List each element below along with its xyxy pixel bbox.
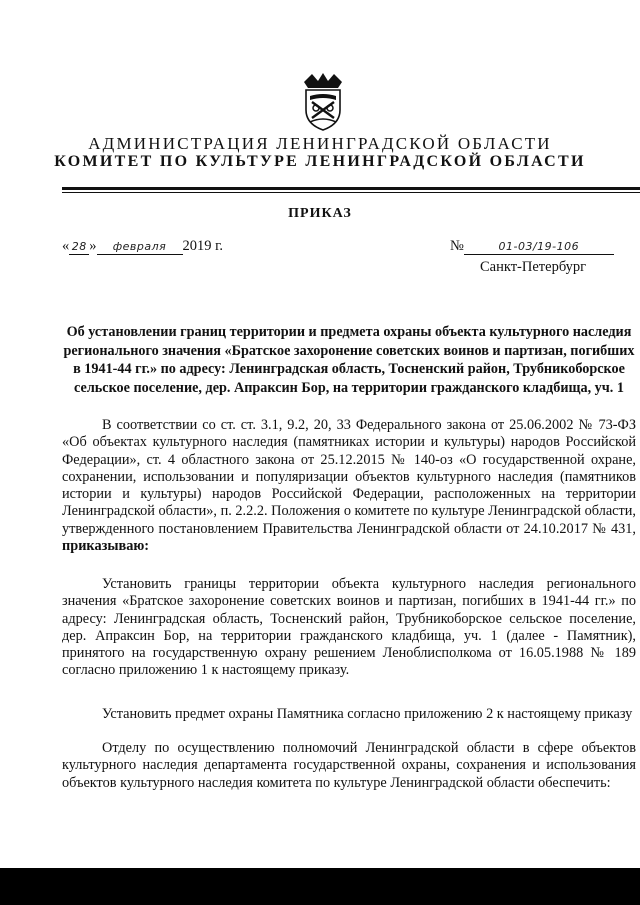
order-date bbox=[62, 238, 223, 255]
city: Санкт-Петербург bbox=[480, 259, 587, 275]
date-day: 28 bbox=[69, 240, 89, 255]
preamble-command: приказываю: bbox=[62, 538, 150, 555]
order-item-2: Установить предмет охраны Памятника согласно приложению 2 к настоящему приказу bbox=[102, 706, 633, 722]
preamble-text: В соответствии со ст. ст. 3.1, 9.2, 20, 33 Федерального закона от 25.06.2002 № 73-ФЗ «Об объектах культурного наследия (памятниках истории и культуры) народов Российской Федерации», ст. 4 областного закона от 25.12.2015 № 140-оз «О государственной охране, сохранении, использовании и популяризации объектов культурного наследия (памятников истории и культуры) народов Российской Федерации, расположенных на территории Ленинградской области», п. 2.2.2. Положения о комитете по культуре Ленинградской области, утвержденного постановлением Правительства Ленинградской области от 24.10.2017 № 431, bbox=[62, 417, 636, 537]
committee-name: КОМИТЕТ ПО КУЛЬТУРЕ ЛЕНИНГРАДСКОЙ ОБЛАСТИ bbox=[54, 153, 586, 170]
date-close-quote: » bbox=[89, 238, 97, 254]
preamble-paragraph bbox=[62, 417, 636, 555]
order-title: Об установлении границ территории и предмета охраны объекта культурного наследия регионального значения «Братское захоронение советских воинов и партизан, погибших в 1941-44 гг.» по адресу: Ленинградская область, Тосненский район, Трубникоборское сельское поселение, дер. Апраксин Бор, на территории гражданского кладбища, уч. 1 bbox=[63, 324, 635, 396]
date-month: февраля bbox=[97, 240, 183, 255]
number-prefix: № bbox=[450, 238, 464, 254]
date-year: 2019 г. bbox=[182, 238, 224, 254]
number-value: 01-03/19-106 bbox=[464, 240, 614, 255]
order-number bbox=[450, 238, 614, 255]
header-divider-thin bbox=[62, 192, 640, 193]
order-item-1: Установить границы территории объекта культурного наследия регионального значения «Братское захоронение советских воинов и партизан, погибших в 1941-44 гг.» по адресу: Ленинградская область, Тосненский район, Трубникоборское сельское поселение, дер. Апраксин Бор, на территории гражданского кладбища, уч. 1 (далее - Памятник), принятого на государственную охрану решением Леноблисполкома от 16.05.1988 № 189 согласно приложению 1 к настоящему приказу. bbox=[62, 576, 636, 679]
order-heading: ПРИКАЗ bbox=[288, 206, 352, 221]
scan-edge-bar bbox=[0, 868, 640, 905]
order-item-3: Отделу по осуществлению полномочий Ленинградской области в сфере объектов культурного наследия департамента государственной охраны, сохранения и использования объектов культурного наследия комитета по культуре Ленинградской области обеспечить: bbox=[62, 740, 636, 791]
coat-of-arms-icon bbox=[298, 72, 348, 132]
date-open-quote: « bbox=[62, 238, 70, 254]
organization-name: АДМИНИСТРАЦИЯ ЛЕНИНГРАДСКОЙ ОБЛАСТИ bbox=[88, 134, 552, 153]
header-divider-thick bbox=[62, 187, 640, 190]
